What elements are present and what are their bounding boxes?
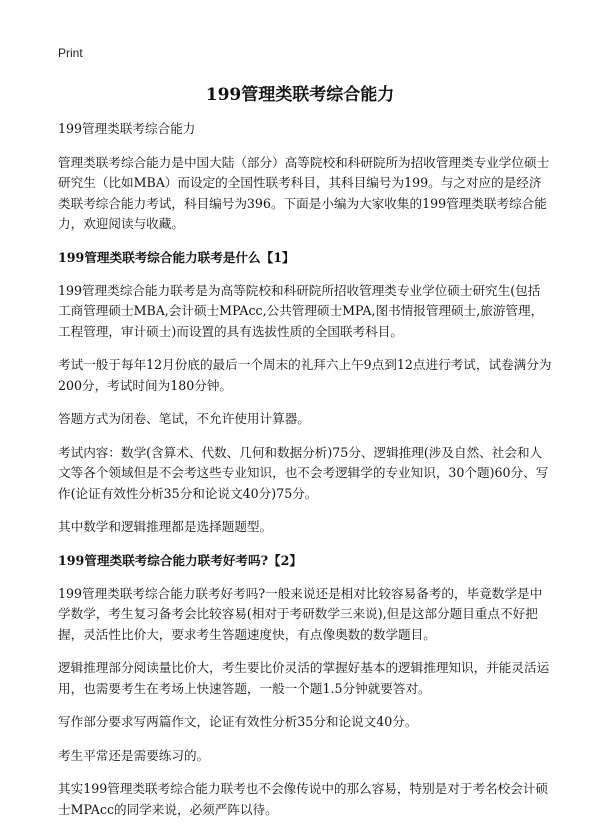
section-1-heading: 199管理类联考综合能力联考是什么【1】 [58,249,295,265]
section-1-paragraph: 199管理类综合能力联考是为高等院校和科研院所招收管理类专业学位硕士研究生(包括工商管理硕士MBA,会计硕士MPAcc,公共管理硕士MPA,图书情报管理硕士,旅游管理，工程管理，审计硕士)而设置的具有选拔性质的全国联考科目。 [58,282,544,339]
article-subtitle: 199管理类联考综合能力 [58,121,196,136]
section-1-paragraph: 其中数学和逻辑推理都是选择题题型。 [58,519,273,534]
section-2-paragraph: 199管理类联考综合能力联考好考吗?一般来说还是相对比较容易备考的，毕竟数学是中学数学，考生复习备考会比较容易(相对于考研数学三来说),但是这部分题目重点不好把握，灵活性比价大，要求考生答题速度快，有点像奥数的数学题目。 [58,585,543,642]
section-2-paragraph: 逻辑推理部分阅读量比价大，考生要比价灵活的掌握好基本的逻辑推理知识，并能灵活运用，也需要考生在考场上快速答题，一般一个题1.5分钟就要答对。 [58,660,550,696]
section-2-paragraph: 写作部分要求写两篇作文，论证有效性分析35分和论说文40分。 [58,714,418,729]
intro-paragraph: 管理类联考综合能力是中国大陆（部分）高等院校和科研院所为招收管理类专业学位硕士研究生（比如MBA）而设定的全国性联考科目，其科目编号为199。与之对应的是经济类联考综合能力考试，科目编号为396。下面是小编为大家收集的199管理类联考综合能力，欢迎阅读与收藏。 [58,154,550,231]
section-1-paragraph: 考试内容：数学(含算术、代数、几何和数据分析)75分、逻辑推理(涉及自然、社会和人文等各个领域但是不会考这些专业知识，也不会考逻辑学的专业知识，30个题)60分、写作(论证有效性分析35分和论说文40分)75分。 [58,444,549,501]
document-title: 199管理类联考综合能力 [205,85,395,105]
section-1-paragraph: 考试一般于每年12月份底的最后一个周末的礼拜六上午9点到12点进行考试，试卷满分为200分，考试时间为180分钟。 [58,357,552,393]
print-link[interactable]: Print [58,46,83,60]
section-2-paragraph: 其实199管理类联考综合能力联考也不会像传说中的那么容易，特别是对于考名校会计硕士MPAcc的同学来说，必须严阵以待。 [58,781,549,817]
section-1-paragraph: 答题方式为闭卷、笔试，不允许使用计算器。 [58,411,310,426]
article-body [58,119,552,833]
section-2-paragraph: 考生平常还是需要练习的。 [58,747,210,763]
section-2-heading: 199管理类联考综合能力联考好考吗?【2】 [58,552,302,568]
